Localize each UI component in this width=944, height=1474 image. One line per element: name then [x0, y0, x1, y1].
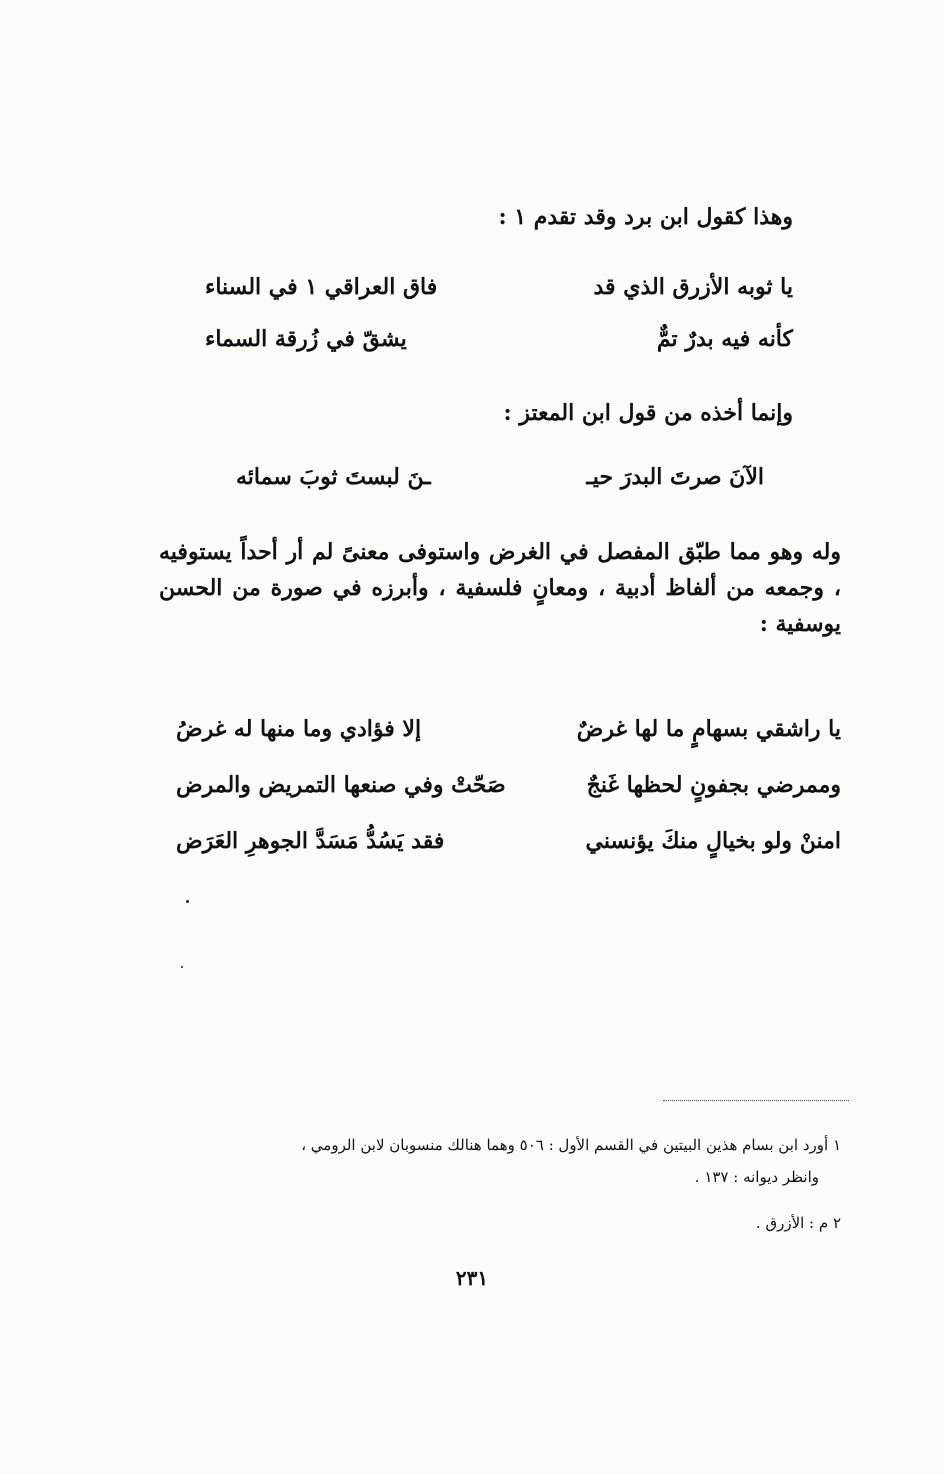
footnote-1-line-2: وانظر ديوانه : ١٣٧ . [694, 1168, 819, 1186]
intro-line-ibn-almutazz: وإنما أخذه من قول ابن المعتز : [503, 400, 793, 426]
verse-1-line-1 [205, 270, 793, 304]
hemistich-right: وممرضي بجفونٍ لحظها غَنجٌ [586, 772, 841, 798]
hemistich-right: يا راشقي بسهامٍ ما لها غرضٌ [576, 716, 841, 742]
footnote-2: ٢ م : الأزرق . [755, 1214, 841, 1232]
ink-speck [186, 900, 189, 903]
hemistich-left: فقد يَسُدُّ مَسَدَّ الجوهرِ العَرَض [176, 828, 445, 854]
hemistich-left: ـنَ لبستَ ثوبَ سمائه [236, 464, 431, 490]
prose-paragraph: وله وهو مما طبّق المفصل في الغرض واستوفى معنىً لم أر أحداً يستوفيه ، وجمعه من ألفاظ أدبية ، ومعانٍ فلسفية ، وأبرزه في صورة من الحسن يوسفية : [159, 539, 841, 637]
page-number: ٢٣١ [455, 1266, 489, 1290]
verse-2-line [236, 460, 764, 494]
hemistich-left: فاق العراقي ١ في السناء [205, 274, 438, 300]
hemistich-left: صَحّتْ وفي صنعها التمريض والمرض [176, 772, 506, 798]
intro-line-ibn-burd: وهذا كقول ابن برد وقد تقدم ١ : [498, 204, 793, 230]
hemistich-left: يشقّ في زُرقة السماء [205, 326, 407, 352]
verse-3-line-2 [176, 768, 841, 802]
hemistich-right: الآنَ صرتَ البدرَ حيـ [586, 464, 764, 490]
ink-speck [181, 966, 183, 968]
verse-3-line-3 [176, 824, 841, 858]
verse-3-line-1 [176, 712, 841, 746]
verse-1-line-2 [205, 322, 793, 356]
hemistich-right: امننْ ولو بخيالٍ منكَ يؤنسني [585, 828, 841, 854]
footnote-1-line-1: ١ أورد ابن بسام هذين البيتين في القسم الأول : ٥٠٦ وهما هنالك منسوبان لابن الرومي ، [301, 1136, 841, 1154]
hemistich-left: إلا فؤادي وما منها له غرضُ [176, 716, 422, 742]
hemistich-right: يا ثوبه الأزرق الذي قد [593, 274, 793, 300]
hemistich-right: كأنه فيه بدرٌ تمٌّ [656, 326, 793, 352]
footnote-separator [663, 1100, 849, 1101]
